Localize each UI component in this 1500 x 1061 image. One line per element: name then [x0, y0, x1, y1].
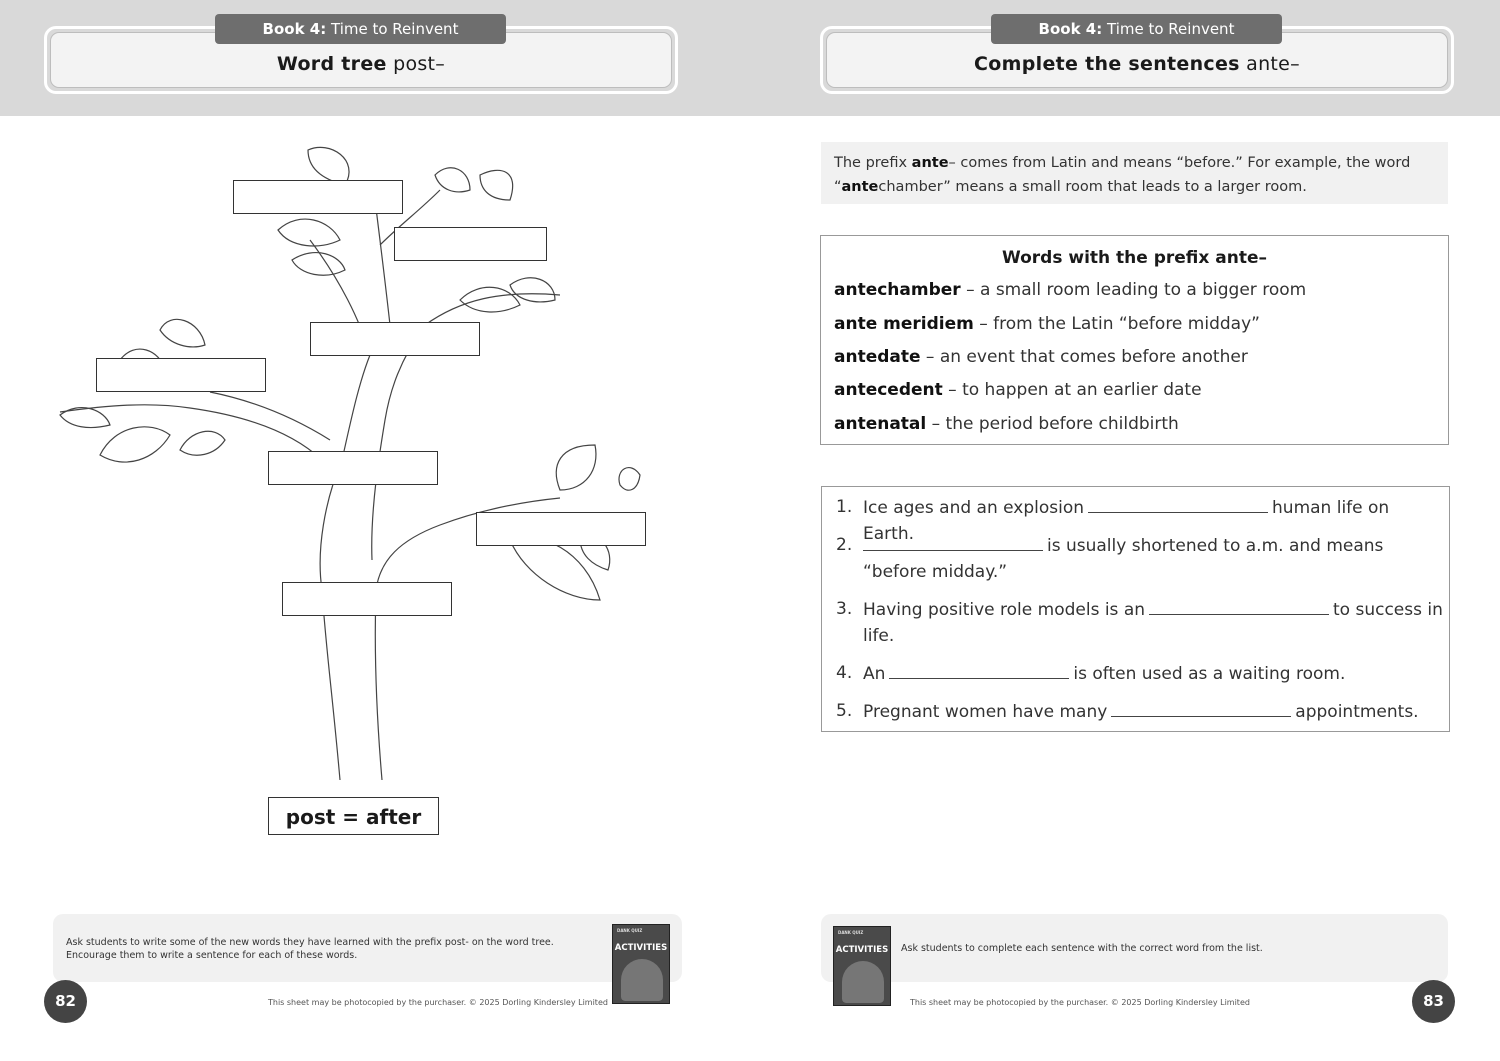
sentence-before: Ice ages and an explosion — [863, 498, 1085, 518]
sentence-before: Having positive role models is an — [863, 600, 1146, 620]
intro-bold-1: ante — [911, 155, 949, 171]
thumb-series-label: DANK QUIZ — [617, 928, 643, 933]
left-note-text: Ask students to write some of the new words they have learned with the prefix post- on the word tree. Encourage them to write a sentence for each of these words. — [66, 937, 554, 961]
word-term: ante meridiem — [834, 314, 974, 334]
sentence-item — [863, 533, 1443, 585]
word-definition: – from the Latin “before midday” — [973, 314, 1260, 334]
word-definition: – the period before childbirth — [926, 414, 1179, 434]
left-teacher-note — [53, 914, 682, 982]
left-tab-bold: Book 4: — [262, 20, 327, 38]
answer-blank[interactable] — [863, 535, 1043, 551]
word-definition: – a small room leading to a bigger room — [960, 280, 1307, 300]
sentence-after: to success in life. — [863, 600, 1443, 646]
thumb-cover-art — [621, 959, 663, 1001]
tree-root-label: post = after — [268, 797, 439, 835]
intro-text-1: The prefix — [834, 155, 912, 171]
sentence-number: 1. — [836, 497, 853, 517]
thumb-title: ACTIVITIES — [835, 945, 889, 955]
sentence-number: 4. — [836, 663, 853, 683]
tree-word-box-2[interactable] — [394, 227, 547, 261]
word-term: antecedent — [834, 380, 943, 400]
right-copyright: This sheet may be photocopied by the purchaser. © 2025 Dorling Kindersley Limited — [910, 998, 1250, 1007]
word-term: antechamber — [834, 280, 961, 300]
sentence-item — [863, 699, 1443, 725]
tree-word-box-3[interactable] — [310, 322, 480, 356]
right-tab-bold: Book 4: — [1038, 20, 1103, 38]
word-term: antenatal — [834, 414, 927, 434]
sentence-before: An — [863, 664, 886, 684]
word-list-item — [834, 380, 1202, 400]
tree-word-box-4[interactable] — [96, 358, 266, 392]
left-page-title — [51, 53, 671, 75]
thumb-title: ACTIVITIES — [614, 943, 668, 953]
intro-text-2: – comes from Latin and means “before.” For example, the word — [948, 155, 1411, 171]
intro-text-3: “ — [834, 179, 842, 195]
sentence-after: human life on Earth. — [863, 498, 1390, 544]
word-definition: – to happen at an earlier date — [942, 380, 1202, 400]
left-book-tab — [215, 14, 506, 44]
right-page-number: 83 — [1412, 980, 1455, 1023]
right-teacher-note — [821, 914, 1448, 982]
right-title-bold: Complete the sentences — [974, 53, 1240, 75]
sentence-item — [863, 661, 1443, 687]
answer-blank[interactable] — [889, 663, 1069, 679]
sentence-number: 3. — [836, 599, 853, 619]
word-term: antedate — [834, 347, 921, 367]
sentence-exercise-box — [821, 486, 1450, 732]
sentence-after: appointments. — [1295, 702, 1419, 722]
tree-word-box-7[interactable] — [282, 582, 452, 616]
sentence-number: 2. — [836, 535, 853, 555]
word-list-heading: Words with the prefix ante– — [1001, 248, 1268, 268]
word-list-item — [834, 347, 1248, 367]
right-page-title — [827, 53, 1447, 75]
sentence-before: Pregnant women have many — [863, 702, 1108, 722]
right-tab-rest: Time to Reinvent — [1107, 20, 1235, 38]
sentence-after: is often used as a waiting room. — [1073, 664, 1346, 684]
left-tab-rest: Time to Reinvent — [331, 20, 459, 38]
right-note-text: Ask students to complete each sentence with the correct word from the list. — [901, 943, 1263, 954]
intro-text-4: chamber” means a small room that leads to a larger room. — [878, 179, 1307, 195]
intro-bold-2: ante — [841, 179, 879, 195]
word-list-item — [834, 314, 1260, 334]
word-list-box — [820, 235, 1449, 445]
tree-word-box-6[interactable] — [476, 512, 646, 546]
sentence-number: 5. — [836, 701, 853, 721]
word-list-item — [834, 280, 1306, 300]
right-title-prefix: ante– — [1246, 53, 1300, 75]
answer-blank[interactable] — [1149, 599, 1329, 615]
left-title-bold: Word tree — [276, 53, 387, 75]
left-title-prefix: post– — [393, 53, 446, 75]
tree-word-box-1[interactable] — [233, 180, 403, 214]
left-page-number: 82 — [44, 980, 87, 1023]
tree-word-box-5[interactable] — [268, 451, 438, 485]
left-copyright: This sheet may be photocopied by the purchaser. © 2025 Dorling Kindersley Limited — [268, 998, 608, 1007]
prefix-intro — [821, 142, 1448, 204]
thumb-series-label: DANK QUIZ — [838, 930, 864, 935]
word-list-item — [834, 414, 1179, 434]
answer-blank[interactable] — [1111, 701, 1291, 717]
left-book-cover-thumbnail — [612, 924, 670, 1004]
sentence-after: is usually shortened to a.m. and means “before midday.” — [863, 536, 1384, 582]
thumb-cover-art — [842, 961, 884, 1003]
answer-blank[interactable] — [1088, 497, 1268, 513]
word-definition: – an event that comes before another — [920, 347, 1248, 367]
right-book-tab — [991, 14, 1282, 44]
right-book-cover-thumbnail — [833, 926, 891, 1006]
sentence-item — [863, 597, 1443, 649]
